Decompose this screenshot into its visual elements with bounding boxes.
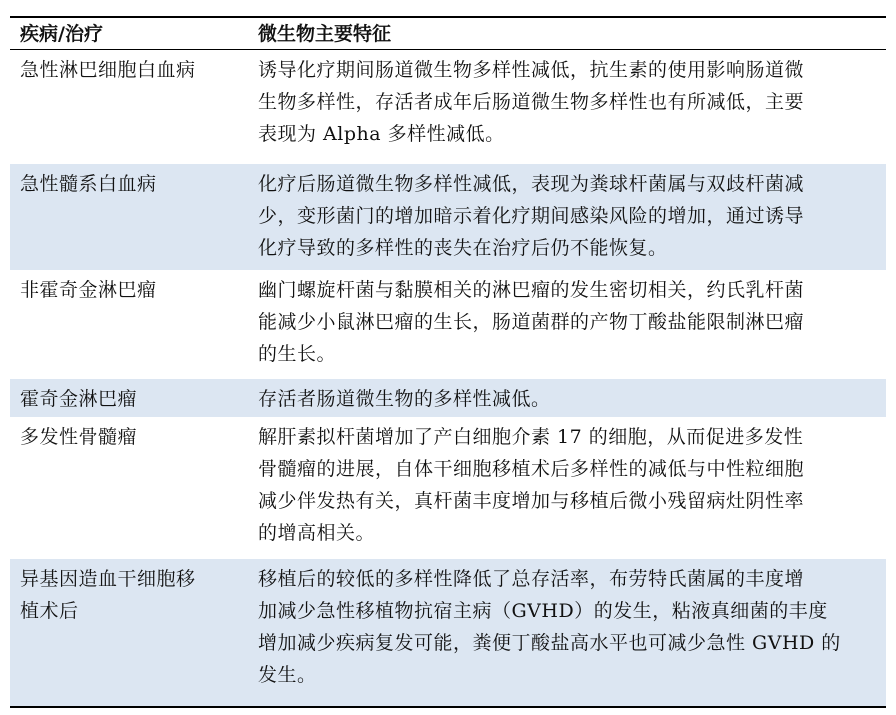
disease-line: 植术后 (20, 600, 79, 622)
disease-line: 非霍奇金淋巴瘤 (20, 279, 157, 301)
table-row (10, 559, 886, 706)
feature-line: 增加减少疾病复发可能，粪便丁酸盐高水平也可减少急性 GVHD 的 (258, 632, 841, 654)
feature-line: 减少伴发热有关，真杆菌丰度增加与移植后微小残留病灶阴性率 (258, 490, 805, 512)
disease-cell (20, 54, 250, 86)
disease-line: 急性淋巴细胞白血病 (20, 59, 196, 81)
feature-line: 存活者肠道微生物的多样性减低。 (258, 388, 551, 410)
feature-line: 化疗后肠道微生物多样性减低，表现为粪球杆菌属与双歧杆菌减 (258, 173, 805, 195)
feature-line: 加减少急性移植物抗宿主病（GVHD）的发生，粘液真细菌的丰度 (258, 600, 828, 622)
disease-line: 多发性骨髓瘤 (20, 426, 138, 448)
disease-cell (20, 421, 250, 453)
feature-cell (258, 383, 880, 415)
header-disease: 疾病/治疗 (20, 23, 103, 45)
feature-line: 骨髓瘤的进展，自体干细胞移植术后多样性的减低与中性粒细胞 (258, 458, 805, 480)
disease-line: 异基因造血干细胞移 (20, 568, 196, 590)
table-row (10, 50, 886, 156)
table-row (10, 379, 886, 417)
disease-cell (20, 274, 250, 306)
feature-line: 生物多样性，存活者成年后肠道微生物多样性也有所减低，主要 (258, 91, 805, 113)
disease-cell (20, 383, 250, 415)
feature-line: 解肝素拟杆菌增加了产白细胞介素 17 的细胞，从而促进多发性 (258, 426, 804, 448)
disease-line: 急性髓系白血病 (20, 173, 157, 195)
disease-line: 霍奇金淋巴瘤 (20, 388, 138, 410)
feature-line: 能减少小鼠淋巴瘤的生长，肠道菌群的产物丁酸盐能限制淋巴瘤 (258, 311, 805, 333)
table-row (10, 417, 886, 557)
header-feature: 微生物主要特征 (258, 23, 392, 45)
feature-cell (258, 421, 880, 549)
feature-line: 诱导化疗期间肠道微生物多样性减低，抗生素的使用影响肠道微 (258, 59, 805, 81)
table-bottom-rule (10, 706, 886, 708)
feature-line: 发生。 (258, 664, 317, 686)
table-row (10, 164, 886, 270)
feature-line: 移植后的较低的多样性降低了总存活率，布劳特氏菌属的丰度增 (258, 568, 805, 590)
disease-cell (20, 168, 250, 200)
feature-cell (258, 54, 880, 150)
table-header-row (10, 18, 886, 49)
feature-line: 少，变形菌门的增加暗示着化疗期间感染风险的增加，通过诱导 (258, 205, 805, 227)
feature-line: 的增高相关。 (258, 522, 376, 544)
feature-cell (258, 274, 880, 370)
disease-cell (20, 563, 250, 627)
table-row (10, 270, 886, 378)
feature-line: 表现为 Alpha 多样性减低。 (258, 123, 505, 145)
feature-line: 的生长。 (258, 343, 337, 365)
feature-line: 化疗导致的多样性的丧失在治疗后仍不能恢复。 (258, 237, 668, 259)
feature-cell (258, 168, 880, 264)
feature-cell (258, 563, 880, 691)
feature-line: 幽门螺旋杆菌与黏膜相关的淋巴瘤的发生密切相关，约氏乳杆菌 (258, 279, 805, 301)
